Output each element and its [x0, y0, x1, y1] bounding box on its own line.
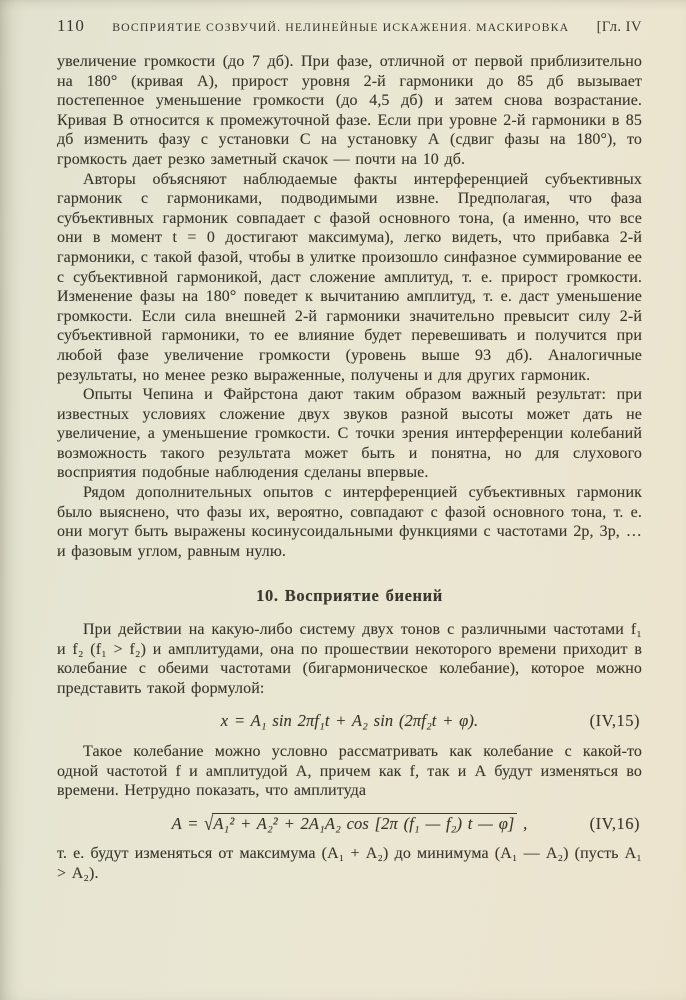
page-header	[57, 16, 642, 36]
radical-sign: √	[204, 811, 214, 835]
equation-iv16	[57, 811, 642, 835]
paragraph-1: увеличение громкости (до 7 дб). При фазе, отличной от первой приблизительно на 180° (кривая А), прирост уровня 2-й гармоники до 85 дб вызывает постепенное уменьшение громкости (до 4,5 дб) и затем снова возрастание. Кривая В относится к промежуточной фазе. Если при уровне 2-й гармоники в 85 дб изменить фазу с установки С на установку А (сдвиг фазы на 180°), то громкость дает резко заметный скачок — почти на 10 дб.	[57, 53, 642, 168]
paragraph-4: Рядом дополнительных опытов с интерференцией субъективных гармоник было выяснено, что фазы их, вероятно, совпадают с фазой основного тона, т. е. они могут быть выражены косинусоидальными функциями с частотами 2p, 3p, … и фазовым углом, равным нулю.	[57, 484, 642, 560]
equation-iv15-number: (IV,15)	[589, 711, 640, 731]
paragraph-5: При действии на какую-либо систему двух тонов с различными частотами f₁ и f₂ (f₁ > f₂) и амплитудами, она по прошествии некоторого времени приходит в колебание с обеими частотами (бигармоническое колебание), которое можно представить такой формулой:	[57, 621, 642, 697]
chapter-reference: [Гл. IV	[596, 19, 642, 35]
equation-iv15	[57, 711, 642, 731]
radicand: A₁² + A₂² + 2A₁A₂ cos [2π (f₁ — f₂) t — φ]	[212, 813, 517, 833]
equation-iv16-number: (IV,16)	[589, 813, 640, 833]
paragraph-2: Авторы объясняют наблюдаемые факты интерференцией субъективных гармоник с гармониками, подводимыми извне. Предполагая, что фаза субъективных гармоник совпадает с фазой основного тона, (а именно, что все они в момент t = 0 достигают максимума), легко видеть, что прибавка 2-й гармоники, с такой фазой, чтобы в улитке произошло синфазное суммирование ее с субъективной гармоникой, даст сложение амплитуд, т. е. прирост громкости. Изменение фазы на 180° поведет к вычитанию амплитуд, т. е. даст уменьшение громкости. Если сила внешней 2-й гармоники значительно превысит силу 2-й субъективной гармоники, то ее влияние будет перевешивать и получится при любой фазе увеличение громкости (уровень выше 93 дб). Аналогичные результаты, но менее резко выраженные, получены и для других гармоник.	[57, 170, 642, 384]
running-title: ВОСПРИЯТИЕ СОЗВУЧИЙ. НЕЛИНЕЙНЫЕ ИСКАЖЕНИЯ. МАСКИРОВКА	[112, 20, 570, 34]
page-number: 110	[57, 16, 85, 35]
paragraph-3: Опыты Чепина и Файрстона дают таким образом важный результат: при известных условиях сложение двух звуков разной высоты может дать не увеличение, а уменьшение громкости. С точки зрения интерференции колебаний возможность такого результата может быть и понятна, но для слухового восприятия подобные наблюдения сделаны впервые.	[57, 386, 642, 482]
paragraph-6: Такое колебание можно условно рассматривать как колебание с какой-то одной частотой f и амплитудой А, причем как f, так и А будут изменяться во времени. Нетрудно показать, что амплитуда	[57, 743, 642, 800]
equation-iv16-lhs: A =	[171, 813, 205, 833]
equation-iv16-tail: ,	[517, 813, 528, 833]
page-body	[57, 52, 642, 884]
paragraph-7: т. е. будут изменяться от максимума (А₁ + А₂) до минимума (А₁ — А₂) (пусть А₁ > А₂).	[57, 845, 642, 882]
section-heading: 10. Восприятие биений	[256, 586, 443, 606]
equation-iv16-body	[171, 811, 528, 835]
equation-iv15-body: x = A₁ sin 2πf₁t + A₂ sin (2πf₂t + φ).	[220, 711, 479, 731]
